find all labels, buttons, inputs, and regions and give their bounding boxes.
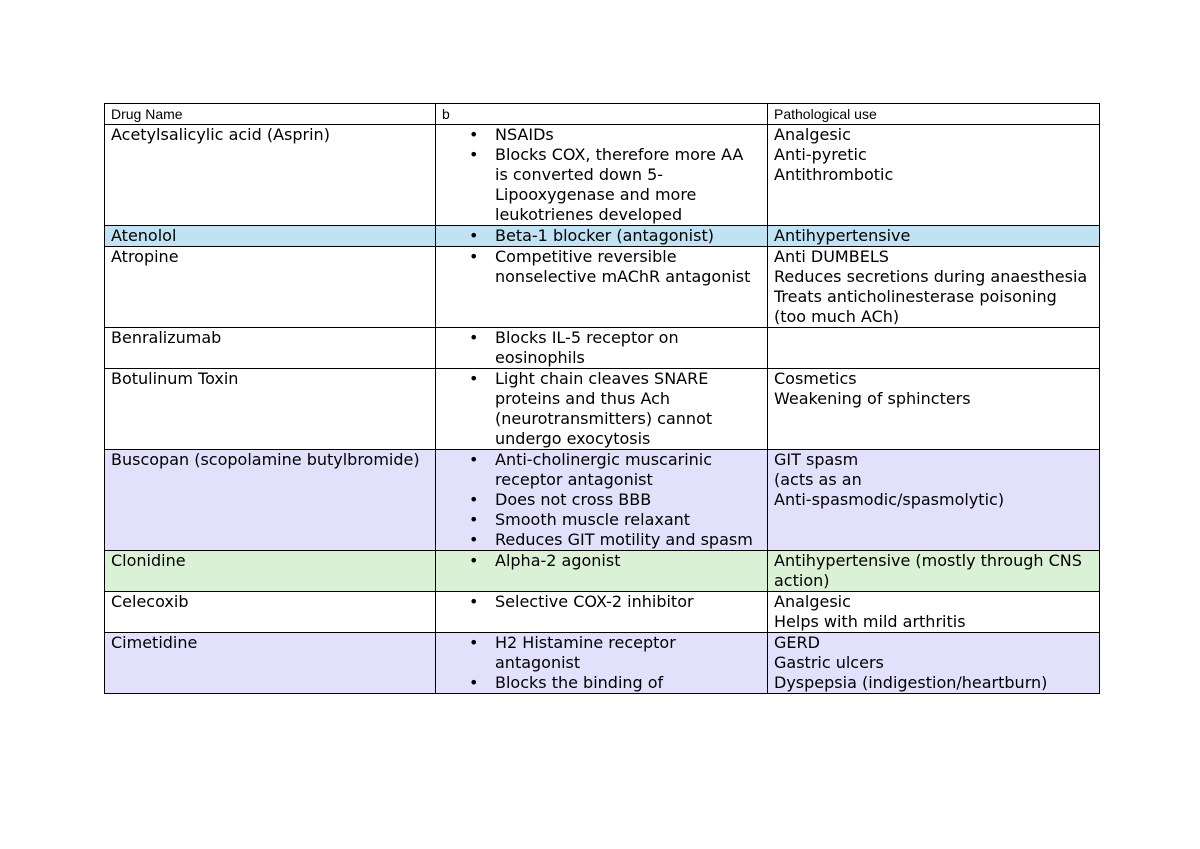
mechanism-cell <box>436 551 768 592</box>
drug-name-cell: Cimetidine <box>105 633 436 694</box>
mechanism-item: • Beta-1 blocker (antagonist) <box>442 226 761 246</box>
mechanism-cell <box>436 125 768 226</box>
table-row <box>105 450 1100 551</box>
mechanism-list <box>442 592 761 612</box>
drug-table <box>104 103 1100 694</box>
drug-name-cell: Benralizumab <box>105 328 436 369</box>
use-line: Anti DUMBELS <box>774 247 889 266</box>
use-line: Reduces secretions during anaesthesia <box>774 267 1088 286</box>
pathological-use-cell <box>768 125 1100 226</box>
mechanism-list <box>442 369 761 449</box>
drug-name-cell: Clonidine <box>105 551 436 592</box>
pathological-use-cell <box>768 450 1100 551</box>
mechanism-list <box>442 125 761 225</box>
pathological-use-cell <box>768 633 1100 694</box>
use-line: Treats anticholinesterase poisoning (too much ACh) <box>774 287 1057 326</box>
pathological-use-cell <box>768 369 1100 450</box>
table-header-row <box>105 104 1100 125</box>
use-line: (acts as an <box>774 470 862 489</box>
mechanism-cell <box>436 592 768 633</box>
use-line: Gastric ulcers <box>774 653 884 672</box>
table-row <box>105 247 1100 328</box>
use-line: Weakening of sphincters <box>774 389 971 408</box>
mechanism-item: • Light chain cleaves SNARE proteins and thus Ach (neurotransmitters) cannot undergo exocytosis <box>442 369 761 449</box>
use-line: Antithrombotic <box>774 165 894 184</box>
mechanism-cell <box>436 328 768 369</box>
mechanism-cell <box>436 247 768 328</box>
mechanism-cell <box>436 369 768 450</box>
table-row <box>105 551 1100 592</box>
mechanism-item: • Alpha-2 agonist <box>442 551 761 571</box>
mechanism-list <box>442 450 761 550</box>
pathological-use-cell <box>768 551 1100 592</box>
use-line: Helps with mild arthritis <box>774 612 966 631</box>
table-row <box>105 369 1100 450</box>
use-line: Antihypertensive <box>774 226 911 245</box>
mechanism-list <box>442 226 761 246</box>
mechanism-list <box>442 633 761 693</box>
mechanism-cell <box>436 633 768 694</box>
mechanism-item: • Selective COX-2 inhibitor <box>442 592 761 612</box>
header-drug-name: Drug Name <box>105 104 436 125</box>
drug-name-cell: Buscopan (scopolamine butylbromide) <box>105 450 436 551</box>
use-line: Analgesic <box>774 125 851 144</box>
table-row <box>105 592 1100 633</box>
mechanism-item: • Competitive reversible nonselective mAChR antagonist <box>442 247 761 287</box>
table-row <box>105 633 1100 694</box>
mechanism-list <box>442 247 761 287</box>
table-body <box>105 125 1100 694</box>
use-line: Anti-spasmodic/spasmolytic) <box>774 490 1005 509</box>
use-line: GERD <box>774 633 820 652</box>
mechanism-item: • NSAIDs <box>442 125 761 145</box>
header-pathological-use: Pathological use <box>768 104 1100 125</box>
mechanism-item: • Reduces GIT motility and spasm <box>442 530 761 550</box>
pathological-use-cell <box>768 226 1100 247</box>
use-line: Antihypertensive (mostly through CNS action) <box>774 551 1082 590</box>
table-row <box>105 125 1100 226</box>
mechanism-item: • Blocks the binding of <box>442 673 761 693</box>
mechanism-item: • Smooth muscle relaxant <box>442 510 761 530</box>
mechanism-item: • Anti-cholinergic muscarinic receptor antagonist <box>442 450 761 490</box>
drug-name-cell: Atropine <box>105 247 436 328</box>
use-line: Cosmetics <box>774 369 857 388</box>
table-row <box>105 226 1100 247</box>
mechanism-cell <box>436 226 768 247</box>
header-mechanism: b <box>436 104 768 125</box>
use-line: Anti-pyretic <box>774 145 867 164</box>
mechanism-item: • Blocks IL-5 receptor on eosinophils <box>442 328 761 368</box>
drug-name-cell: Atenolol <box>105 226 436 247</box>
mechanism-list <box>442 328 761 368</box>
pathological-use-cell <box>768 247 1100 328</box>
use-line: Analgesic <box>774 592 851 611</box>
mechanism-item: • H2 Histamine receptor antagonist <box>442 633 761 673</box>
use-line: GIT spasm <box>774 450 859 469</box>
pathological-use-cell <box>768 592 1100 633</box>
pathological-use-cell <box>768 328 1100 369</box>
mechanism-cell <box>436 450 768 551</box>
mechanism-item: • Blocks COX, therefore more AA is converted down 5-Lipooxygenase and more leukotrienes developed <box>442 145 761 225</box>
mechanism-list <box>442 551 761 571</box>
drug-name-cell: Acetylsalicylic acid (Asprin) <box>105 125 436 226</box>
use-line: Dyspepsia (indigestion/heartburn) <box>774 673 1048 692</box>
drug-name-cell: Celecoxib <box>105 592 436 633</box>
table-row <box>105 328 1100 369</box>
drug-name-cell: Botulinum Toxin <box>105 369 436 450</box>
mechanism-item: • Does not cross BBB <box>442 490 761 510</box>
